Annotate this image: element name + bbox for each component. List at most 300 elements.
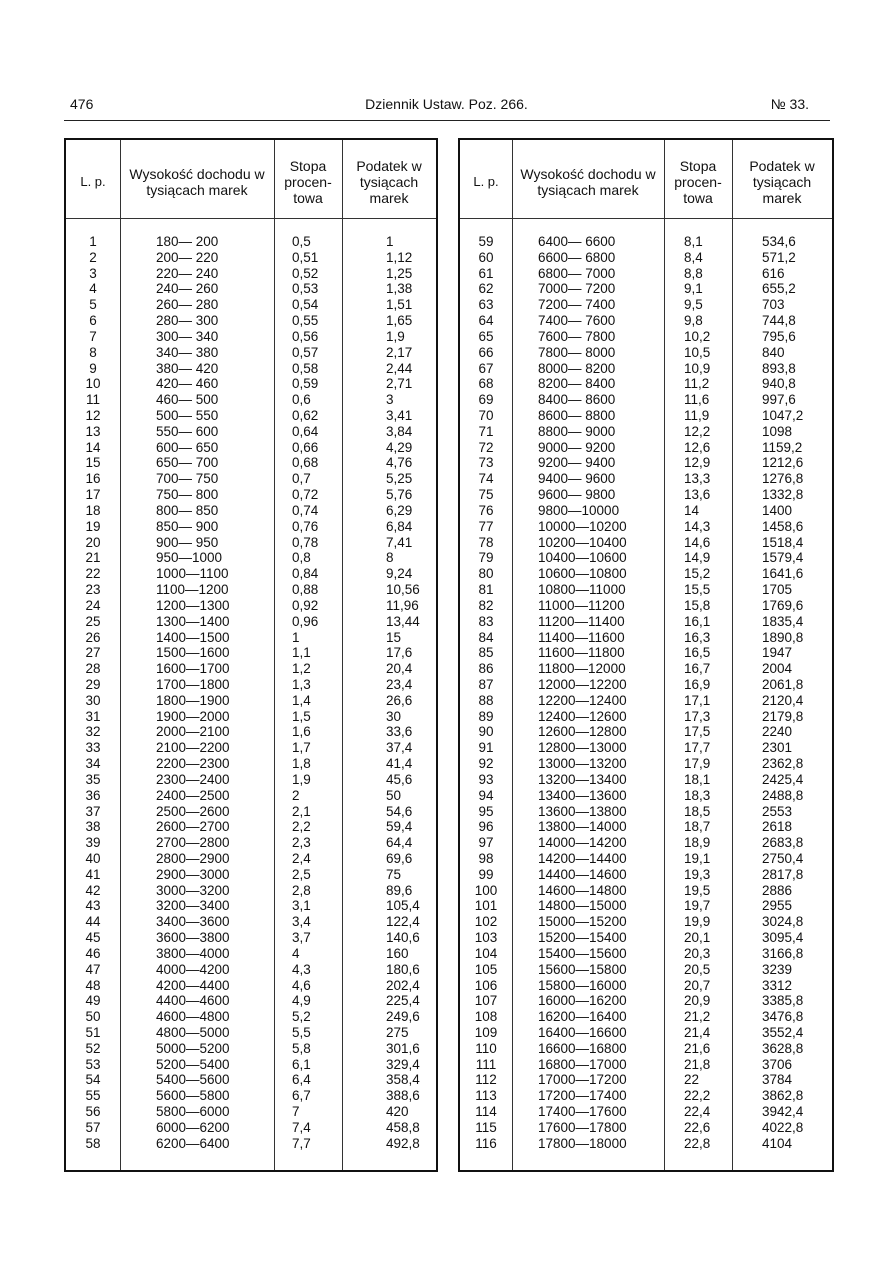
cell-tax: 225,4 bbox=[386, 993, 420, 1009]
cell-tax: 940,8 bbox=[762, 376, 796, 392]
cell-tax: 571,2 bbox=[762, 249, 796, 265]
table-row bbox=[66, 1025, 436, 1041]
cell-income: 3400—3600 bbox=[156, 914, 230, 930]
header-income: Wysokość dochodu w tysiącach marek bbox=[520, 166, 656, 198]
cell-income: 10800—11000 bbox=[538, 582, 626, 598]
cell-tax: 3942,4 bbox=[762, 1104, 804, 1120]
cell-income: 2900—3000 bbox=[156, 866, 230, 882]
cell-tax: 1890,8 bbox=[762, 629, 804, 645]
cell-rate: 18,3 bbox=[684, 787, 711, 803]
cell-tax: 75 bbox=[386, 866, 402, 882]
cell-lp: 66 bbox=[478, 344, 494, 360]
cell-tax: 10,56 bbox=[386, 582, 420, 598]
cell-rate: 20,3 bbox=[684, 945, 711, 961]
cell-rate: 22,8 bbox=[684, 1135, 711, 1151]
cell-rate: 21,4 bbox=[684, 1025, 711, 1040]
journal-title: Dziennik Ustaw. Poz. 266. bbox=[365, 96, 528, 112]
cell-income: 950—1000 bbox=[156, 550, 223, 566]
cell-rate: 12,2 bbox=[684, 423, 711, 439]
table-row bbox=[460, 1041, 832, 1057]
cell-rate: 9,1 bbox=[684, 281, 703, 297]
cell-income: 260— 280 bbox=[156, 297, 219, 313]
cell-rate: 3,1 bbox=[292, 898, 311, 914]
cell-rate: 14,6 bbox=[684, 534, 711, 550]
cell-tax: 840 bbox=[762, 344, 785, 360]
cell-rate: 12,6 bbox=[684, 439, 711, 455]
cell-tax: 1,12 bbox=[386, 249, 413, 265]
cell-income: 13800—14000 bbox=[538, 819, 627, 835]
cell-lp: 90 bbox=[478, 724, 494, 740]
cell-tax: 2425,4 bbox=[762, 771, 804, 787]
cell-rate: 21,2 bbox=[684, 1009, 711, 1025]
cell-tax: 2,71 bbox=[386, 376, 413, 392]
cell-tax: 1641,6 bbox=[762, 566, 804, 582]
cell-income: 1500—1600 bbox=[156, 645, 230, 661]
cell-lp: 1 bbox=[89, 234, 97, 249]
cell-tax: 1400 bbox=[762, 502, 793, 518]
cell-income: 2600—2700 bbox=[156, 819, 230, 835]
cell-rate: 7,4 bbox=[292, 1119, 311, 1135]
cell-tax: 202,4 bbox=[386, 977, 420, 993]
cell-tax: 1276,8 bbox=[762, 471, 804, 487]
cell-income: 10000—10200 bbox=[538, 518, 627, 534]
cell-lp: 19 bbox=[85, 518, 101, 534]
cell-income: 600— 650 bbox=[156, 439, 219, 455]
cell-rate: 1,6 bbox=[292, 724, 311, 740]
cell-income: 11800—12000 bbox=[538, 661, 626, 677]
cell-lp: 35 bbox=[85, 771, 101, 787]
issue-number: № 33. bbox=[770, 96, 809, 112]
cell-tax: 997,6 bbox=[762, 392, 796, 408]
cell-income: 1400—1500 bbox=[156, 629, 230, 645]
cell-lp: 98 bbox=[478, 850, 494, 866]
cell-lp: 85 bbox=[478, 645, 494, 661]
cell-tax: 2886 bbox=[762, 882, 793, 898]
cell-rate: 2,4 bbox=[292, 850, 311, 866]
cell-lp: 52 bbox=[85, 1040, 101, 1056]
cell-lp: 102 bbox=[474, 914, 498, 930]
table-row bbox=[460, 946, 832, 962]
cell-tax: 3,84 bbox=[386, 423, 413, 439]
table-row bbox=[460, 519, 832, 535]
cell-lp: 21 bbox=[85, 550, 101, 566]
cell-rate: 16,7 bbox=[684, 661, 711, 677]
table-row bbox=[460, 883, 832, 899]
table-row bbox=[460, 1088, 832, 1104]
cell-tax: 64,4 bbox=[386, 835, 413, 851]
cell-income: 7600— 7800 bbox=[538, 328, 616, 344]
cell-income: 17400—17600 bbox=[538, 1104, 627, 1120]
cell-income: 1800—1900 bbox=[156, 692, 230, 708]
cell-lp: 115 bbox=[475, 1119, 497, 1135]
cell-lp: 112 bbox=[475, 1072, 497, 1088]
cell-income: 16800—17000 bbox=[538, 1056, 627, 1072]
cell-rate: 17,7 bbox=[684, 740, 711, 756]
cell-lp: 103 bbox=[474, 930, 498, 946]
cell-lp: 81 bbox=[478, 582, 494, 598]
cell-rate: 0,6 bbox=[292, 392, 311, 408]
cell-income: 1300—1400 bbox=[156, 613, 230, 629]
cell-tax: 388,6 bbox=[386, 1088, 420, 1104]
table-row bbox=[66, 1009, 436, 1025]
table-row bbox=[460, 930, 832, 946]
table-row bbox=[460, 329, 832, 345]
table-row bbox=[460, 1009, 832, 1025]
cell-rate: 4,9 bbox=[292, 993, 311, 1009]
table-row bbox=[66, 1104, 436, 1120]
cell-income: 17200—17400 bbox=[538, 1088, 627, 1104]
cell-income: 240— 260 bbox=[156, 281, 219, 297]
cell-income: 15600—15800 bbox=[538, 961, 627, 977]
cell-rate: 0,57 bbox=[292, 344, 319, 360]
cell-income: 500— 550 bbox=[156, 408, 219, 424]
cell-lp: 61 bbox=[478, 265, 494, 281]
table-row bbox=[460, 804, 832, 820]
table-row bbox=[66, 677, 436, 693]
cell-lp: 27 bbox=[85, 645, 101, 661]
cell-tax: 89,6 bbox=[386, 882, 413, 898]
cell-tax: 1047,2 bbox=[762, 408, 804, 424]
cell-income: 9200— 9400 bbox=[538, 455, 616, 471]
cell-lp: 20 bbox=[85, 534, 101, 550]
cell-lp: 93 bbox=[478, 771, 494, 787]
cell-rate: 21,6 bbox=[684, 1040, 711, 1056]
cell-income: 4000—4200 bbox=[156, 961, 230, 977]
table-row bbox=[460, 598, 832, 614]
cell-rate: 6,7 bbox=[292, 1088, 311, 1104]
cell-income: 7800— 8000 bbox=[538, 344, 616, 360]
cell-rate: 4 bbox=[292, 945, 300, 961]
cell-tax: 2955 bbox=[762, 898, 793, 914]
cell-rate: 0,66 bbox=[292, 439, 319, 455]
cell-income: 14200—14400 bbox=[538, 850, 627, 866]
cell-rate: 20,9 bbox=[684, 993, 711, 1009]
header-divider bbox=[66, 218, 436, 219]
table-row bbox=[66, 883, 436, 899]
cell-tax: 2817,8 bbox=[762, 866, 804, 882]
table-row bbox=[66, 234, 436, 250]
cell-rate: 20,7 bbox=[684, 977, 711, 993]
cell-rate: 6,1 bbox=[292, 1056, 311, 1072]
cell-income: 8200— 8400 bbox=[538, 376, 616, 392]
cell-lp: 96 bbox=[478, 819, 494, 835]
cell-lp: 71 bbox=[478, 423, 494, 439]
cell-tax: 2,44 bbox=[386, 360, 413, 376]
cell-lp: 4 bbox=[89, 281, 97, 297]
cell-lp: 30 bbox=[85, 692, 101, 708]
cell-income: 14800—15000 bbox=[538, 898, 627, 914]
cell-rate: 22 bbox=[684, 1072, 700, 1088]
cell-lp: 80 bbox=[478, 566, 494, 582]
table-row bbox=[460, 281, 832, 297]
table-row bbox=[66, 297, 436, 313]
cell-rate: 4,6 bbox=[292, 977, 311, 993]
cell-tax: 534,6 bbox=[762, 234, 796, 249]
cell-lp: 43 bbox=[85, 898, 101, 914]
cell-tax: 8 bbox=[386, 550, 394, 566]
cell-tax: 3784 bbox=[762, 1072, 793, 1088]
cell-tax: 4,29 bbox=[386, 439, 413, 455]
cell-lp: 46 bbox=[85, 945, 101, 961]
cell-income: 1900—2000 bbox=[156, 708, 230, 724]
cell-rate: 11,6 bbox=[684, 392, 710, 408]
header-tax: Podatek w tysiącach marek bbox=[356, 158, 422, 206]
cell-tax: 50 bbox=[386, 787, 402, 803]
table-row bbox=[66, 693, 436, 709]
cell-tax: 3,41 bbox=[386, 408, 413, 424]
cell-income: 6000—6200 bbox=[156, 1119, 230, 1135]
cell-income: 5400—5600 bbox=[156, 1072, 230, 1088]
table-row bbox=[66, 329, 436, 345]
table-row bbox=[66, 1120, 436, 1136]
cell-rate: 9,8 bbox=[684, 313, 703, 329]
cell-rate: 19,1 bbox=[684, 850, 711, 866]
cell-rate: 1,8 bbox=[292, 756, 311, 772]
cell-lp: 2 bbox=[89, 249, 97, 265]
cell-income: 11400—11600 bbox=[538, 629, 625, 645]
table-row bbox=[460, 313, 832, 329]
cell-rate: 1,3 bbox=[292, 676, 311, 692]
cell-tax: 2488,8 bbox=[762, 787, 804, 803]
cell-lp: 111 bbox=[475, 1056, 497, 1072]
cell-tax: 30 bbox=[386, 708, 402, 724]
cell-rate: 18,1 bbox=[684, 771, 711, 787]
cell-tax: 1159,2 bbox=[762, 439, 803, 455]
cell-rate: 1,5 bbox=[292, 708, 311, 724]
cell-income: 12800—13000 bbox=[538, 740, 627, 756]
table-row bbox=[460, 788, 832, 804]
cell-income: 15000—15200 bbox=[538, 914, 627, 930]
cell-lp: 62 bbox=[478, 281, 494, 297]
cell-income: 14000—14200 bbox=[538, 835, 627, 851]
cell-income: 7200— 7400 bbox=[538, 297, 616, 313]
table-row bbox=[460, 630, 832, 646]
cell-tax: 2683,8 bbox=[762, 835, 804, 851]
cell-tax: 2750,4 bbox=[762, 850, 804, 866]
cell-lp: 82 bbox=[478, 597, 494, 613]
cell-lp: 79 bbox=[478, 550, 494, 566]
cell-tax: 2618 bbox=[762, 819, 793, 835]
cell-rate: 18,9 bbox=[684, 835, 711, 851]
table-row bbox=[460, 1104, 832, 1120]
table-row bbox=[66, 978, 436, 994]
cell-tax: 4022,8 bbox=[762, 1119, 804, 1135]
cell-tax: 2240 bbox=[762, 724, 793, 740]
cell-income: 16200—16400 bbox=[538, 1009, 627, 1025]
cell-income: 2200—2300 bbox=[156, 756, 230, 772]
table-row bbox=[66, 598, 436, 614]
cell-rate: 19,5 bbox=[684, 882, 711, 898]
table-row bbox=[460, 1120, 832, 1136]
table-row bbox=[66, 772, 436, 788]
table-row bbox=[66, 408, 436, 424]
tax-table-right bbox=[458, 138, 834, 1172]
cell-lp: 41 bbox=[85, 866, 101, 882]
cell-income: 9600— 9800 bbox=[538, 487, 616, 503]
cell-lp: 67 bbox=[478, 360, 494, 376]
cell-income: 340— 380 bbox=[156, 344, 219, 360]
cell-income: 4600—4800 bbox=[156, 1009, 230, 1025]
cell-rate: 16,9 bbox=[684, 676, 711, 692]
cell-tax: 160 bbox=[386, 945, 409, 961]
cell-rate: 1,7 bbox=[292, 740, 311, 756]
table-row bbox=[66, 740, 436, 756]
cell-income: 12200—12400 bbox=[538, 692, 627, 708]
cell-income: 7400— 7600 bbox=[538, 313, 616, 329]
table-row bbox=[66, 503, 436, 519]
table-row bbox=[66, 898, 436, 914]
cell-rate: 22,4 bbox=[684, 1104, 711, 1120]
cell-tax: 54,6 bbox=[386, 803, 413, 819]
cell-lp: 91 bbox=[478, 740, 494, 756]
cell-lp: 88 bbox=[478, 692, 494, 708]
table-row bbox=[460, 709, 832, 725]
cell-rate: 0,59 bbox=[292, 376, 319, 392]
cell-tax: 6,84 bbox=[386, 518, 413, 534]
cell-lp: 104 bbox=[474, 945, 498, 961]
cell-rate: 5,5 bbox=[292, 1025, 311, 1040]
cell-tax: 301,6 bbox=[386, 1040, 420, 1056]
cell-rate: 1,9 bbox=[292, 771, 311, 787]
cell-rate: 0,55 bbox=[292, 313, 319, 329]
cell-income: 16000—16200 bbox=[538, 993, 627, 1009]
cell-income: 1600—1700 bbox=[156, 661, 230, 677]
cell-rate: 0,68 bbox=[292, 455, 319, 471]
cell-lp: 17 bbox=[85, 487, 101, 503]
cell-rate: 16,5 bbox=[684, 645, 711, 661]
cell-income: 220— 240 bbox=[156, 265, 219, 281]
table-row bbox=[460, 1072, 832, 1088]
table-row bbox=[460, 978, 832, 994]
cell-lp: 70 bbox=[478, 408, 494, 424]
table-row bbox=[460, 361, 832, 377]
cell-tax: 2004 bbox=[762, 661, 793, 677]
cell-tax: 1,65 bbox=[386, 313, 413, 329]
cell-tax: 458,8 bbox=[386, 1119, 420, 1135]
table-row bbox=[460, 724, 832, 740]
cell-tax: 3 bbox=[386, 392, 394, 408]
cell-lp: 40 bbox=[85, 850, 101, 866]
cell-rate: 15,2 bbox=[684, 566, 711, 582]
table-row bbox=[66, 724, 436, 740]
cell-tax: 1,9 bbox=[386, 328, 405, 344]
header-rule bbox=[64, 120, 830, 121]
cell-tax: 2,17 bbox=[386, 344, 413, 360]
table-row bbox=[66, 471, 436, 487]
cell-rate: 0,7 bbox=[292, 471, 311, 487]
table-row bbox=[460, 756, 832, 772]
cell-rate: 8,1 bbox=[684, 234, 703, 249]
cell-lp: 10 bbox=[85, 376, 101, 392]
table-row bbox=[66, 392, 436, 408]
cell-tax: 7,41 bbox=[386, 534, 413, 550]
cell-rate: 17,9 bbox=[684, 756, 711, 772]
cell-lp: 89 bbox=[478, 708, 494, 724]
cell-tax: 180,6 bbox=[386, 961, 420, 977]
cell-income: 1000—1100 bbox=[156, 566, 229, 582]
table-row bbox=[66, 645, 436, 661]
table-row bbox=[460, 614, 832, 630]
cell-income: 550— 600 bbox=[156, 423, 219, 439]
cell-income: 11600—11800 bbox=[538, 645, 625, 661]
cell-lp: 63 bbox=[478, 297, 494, 313]
cell-income: 4800—5000 bbox=[156, 1025, 230, 1040]
cell-lp: 49 bbox=[85, 993, 101, 1009]
table-row bbox=[66, 313, 436, 329]
cell-rate: 14,9 bbox=[684, 550, 711, 566]
cell-tax: 3862,8 bbox=[762, 1088, 804, 1104]
cell-income: 12000—12200 bbox=[538, 676, 627, 692]
cell-rate: 0,64 bbox=[292, 423, 319, 439]
cell-tax: 1,25 bbox=[386, 265, 413, 281]
cell-lp: 84 bbox=[478, 629, 494, 645]
cell-lp: 109 bbox=[474, 1025, 498, 1040]
table-row bbox=[460, 392, 832, 408]
cell-lp: 9 bbox=[89, 360, 97, 376]
cell-tax: 655,2 bbox=[762, 281, 796, 297]
table-row bbox=[66, 1057, 436, 1073]
table-row bbox=[460, 487, 832, 503]
table-row bbox=[460, 440, 832, 456]
cell-lp: 11 bbox=[85, 392, 100, 408]
header-rate: Stopa procen- towa bbox=[284, 158, 332, 206]
cell-rate: 22,2 bbox=[684, 1088, 711, 1104]
cell-tax: 1518,4 bbox=[762, 534, 804, 550]
cell-lp: 53 bbox=[85, 1056, 101, 1072]
cell-lp: 33 bbox=[85, 740, 101, 756]
cell-rate: 18,7 bbox=[684, 819, 711, 835]
cell-lp: 13 bbox=[85, 423, 101, 439]
cell-tax: 3706 bbox=[762, 1056, 793, 1072]
cell-income: 10400—10600 bbox=[538, 550, 627, 566]
cell-income: 420— 460 bbox=[156, 376, 219, 392]
cell-lp: 65 bbox=[478, 328, 494, 344]
cell-income: 13600—13800 bbox=[538, 803, 627, 819]
cell-income: 12400—12600 bbox=[538, 708, 627, 724]
table-row bbox=[66, 424, 436, 440]
cell-income: 1100—1200 bbox=[156, 582, 229, 598]
cell-tax: 795,6 bbox=[762, 328, 796, 344]
cell-lp: 97 bbox=[478, 835, 494, 851]
cell-tax: 616 bbox=[762, 265, 785, 281]
cell-lp: 75 bbox=[478, 487, 494, 503]
cell-rate: 0,84 bbox=[292, 566, 319, 582]
header-tax: Podatek w tysiącach marek bbox=[749, 158, 815, 206]
header-lp: L. p. bbox=[80, 174, 106, 189]
cell-rate: 7,7 bbox=[292, 1135, 311, 1151]
cell-lp: 50 bbox=[85, 1009, 101, 1025]
cell-rate: 17,3 bbox=[684, 708, 711, 724]
header-rate: Stopa procen- towa bbox=[674, 158, 722, 206]
cell-tax: 329,4 bbox=[386, 1056, 420, 1072]
cell-income: 16400—16600 bbox=[538, 1025, 627, 1040]
table-row bbox=[460, 266, 832, 282]
cell-rate: 2,5 bbox=[292, 866, 311, 882]
cell-lp: 31 bbox=[85, 708, 101, 724]
cell-tax: 2120,4 bbox=[762, 692, 804, 708]
cell-lp: 38 bbox=[85, 819, 101, 835]
cell-lp: 47 bbox=[85, 961, 101, 977]
cell-lp: 42 bbox=[85, 882, 101, 898]
cell-tax: 3385,8 bbox=[762, 993, 804, 1009]
table-row bbox=[66, 455, 436, 471]
cell-income: 8600— 8800 bbox=[538, 408, 616, 424]
cell-tax: 17,6 bbox=[386, 645, 413, 661]
cell-income: 6800— 7000 bbox=[538, 265, 616, 281]
cell-lp: 45 bbox=[85, 930, 101, 946]
cell-rate: 14 bbox=[684, 502, 700, 518]
cell-tax: 69,6 bbox=[386, 850, 413, 866]
